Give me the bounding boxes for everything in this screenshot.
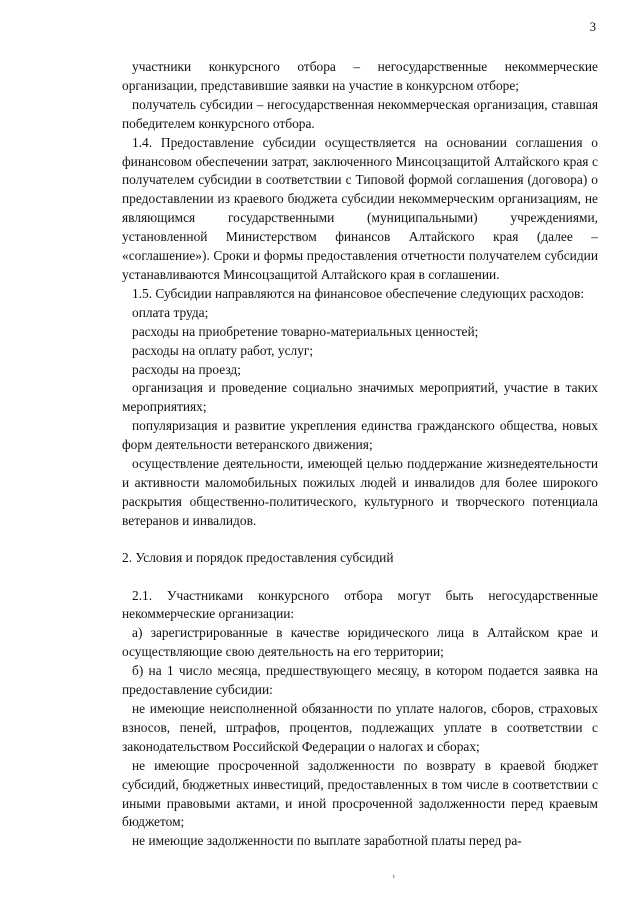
- paragraph-1-5: 1.5. Субсидии направляются на финансовое обеспечение следующих расходов:: [132, 285, 585, 301]
- paragraph-recipient: получатель субсидии – негосударственная некоммерческая организация, ставшая победителем конкурсного отбора.: [122, 96, 598, 131]
- paragraph-item-b: б) на 1 число месяца, предшествующего месяцу, в котором подается заявка на предоставление субсидии:: [122, 663, 598, 698]
- list-item-low-mobility: осуществление деятельности, имеющей целью поддержание жизнедеятельности и активности маломобильных пожилых людей и инвалидов для более широкого раскрытия общественно-политического, культурного и творческого потенциала ветеранов и инвалидов.: [122, 456, 598, 528]
- paragraph-no-overdue-debt: не имеющие просроченной задолженности по возврату в краевой бюджет субсидий, бюджетных инвестиций, предоставленных в том числе в соответствии с иными правовыми актами, и иной просроченной задолженности перед краевым бюджетом;: [122, 757, 598, 830]
- document-body: [122, 58, 598, 851]
- list-item-materials: расходы на приобретение товарно-материальных ценностей;: [132, 323, 479, 339]
- list-item-civil-unity: популяризация и развитие укрепления единства гражданского общества, новых форм деятельности ветеранского движения;: [122, 418, 598, 453]
- paragraph-item-a: а) зарегистрированные в качестве юридического лица в Алтайском крае и осуществляющие свою деятельность на его территории;: [122, 625, 598, 660]
- list-item-services: расходы на оплату работ, услуг;: [132, 342, 314, 358]
- paragraph-no-tax-debt: не имеющие неисполненной обязанности по уплате налогов, сборов, страховых взносов, пеней, штрафов, процентов, подлежащих уплате в соответствии с законодательством Российской Федерации о налогах и сборах;: [122, 701, 598, 754]
- paragraph-no-wage-debt: не имеющие задолженности по выплате заработной платы перед ра-: [132, 833, 522, 849]
- paragraph-2-1: 2.1. Участниками конкурсного отбора могут быть негосударственные некоммерческие организации:: [122, 587, 598, 622]
- list-item-travel: расходы на проезд;: [132, 361, 241, 377]
- list-item-events: организация и проведение социально значимых мероприятий, участие в таких мероприятиях;: [122, 380, 598, 415]
- paragraph-1-4: 1.4. Предоставление субсидии осуществляется на основании соглашения о финансовом обеспечении затрат, заключенного Минсоцзащитой Алтайского края с получателем субсидии в соответствии с Типовой формой соглашения (договора) о предоставлении из краевого бюджета субсидии некоммерческим организациям, не являющимся государственными (муниципальными) учреждениями, установленной Министерством финансов Алтайского края (далее – «соглашение»). Сроки и формы предоставления отчетности получателем субсидии устанавливаются Минсоцзащитой Алтайского края в соглашении.: [122, 134, 598, 282]
- paragraph-participants: участники конкурсного отбора – негосударственные некоммерческие организации, представившие заявки на участие в конкурсном отборе;: [122, 59, 598, 93]
- list-item-labor: оплата труда;: [132, 304, 209, 320]
- scan-mark: ›: [392, 871, 396, 882]
- section-heading: 2. Условия и порядок предоставления субсидий: [122, 549, 394, 565]
- page-number: 3: [589, 20, 596, 34]
